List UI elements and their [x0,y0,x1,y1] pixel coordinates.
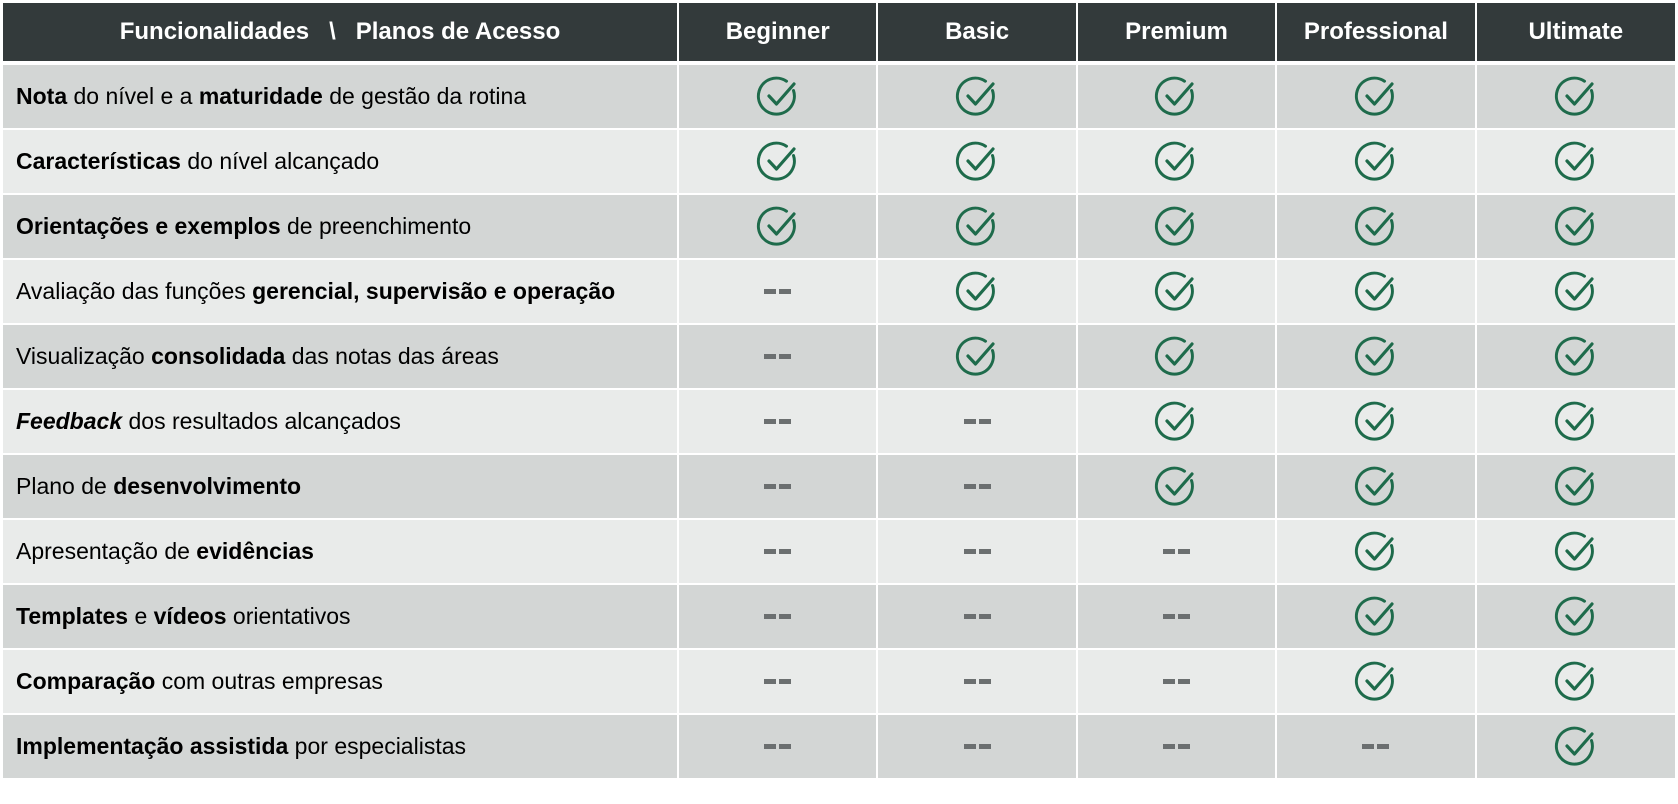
double-dash-icon [1163,547,1190,555]
feature-text-part: consolidada [151,343,286,369]
double-dash-icon [764,482,791,490]
plan-cell-basic [877,129,1076,194]
plan-cell-professional [1276,714,1475,779]
plan-cell-basic [877,194,1076,259]
feature-text-part: Apresentação de [16,538,197,564]
plan-cell-basic [877,389,1076,454]
feature-label [3,584,678,649]
header-row [3,3,1675,63]
double-dash-icon [764,547,791,555]
plan-cell-ultimate [1476,389,1675,454]
check-circle-icon [1554,660,1598,704]
check-circle-icon [1554,270,1598,314]
table-row [3,389,1675,454]
table-row [3,129,1675,194]
plan-cell-beginner [678,584,877,649]
check-circle-icon [756,205,800,249]
feature-text-part: por especialistas [288,733,466,759]
check-circle-icon [1554,530,1598,574]
plan-cell-basic [877,519,1076,584]
check-circle-icon [1554,75,1598,119]
plan-cell-beginner [678,454,877,519]
plan-cell-beginner [678,389,877,454]
feature-label [3,454,678,519]
check-circle-icon [1354,140,1398,184]
feature-text-part: maturidade [198,83,323,109]
double-dash-icon [964,742,991,750]
feature-text-part: Comparação [16,668,156,694]
check-circle-icon [955,75,999,119]
plan-cell-ultimate [1476,454,1675,519]
plan-cell-premium [1077,649,1276,714]
plan-cell-basic [877,649,1076,714]
feature-text-part: das notas das áreas [285,343,499,369]
double-dash-icon [964,547,991,555]
check-circle-icon [1554,205,1598,249]
feature-text-part: Orientações e exemplos [16,213,281,239]
table-row [3,649,1675,714]
check-circle-icon [1554,400,1598,444]
feature-text-part: Características [16,148,181,174]
plan-cell-beginner [678,324,877,389]
feature-text-part: desenvolvimento [113,473,302,499]
feature-text-part: Templates [16,603,129,629]
feature-label [3,714,678,779]
feature-label [3,389,678,454]
feature-label [3,129,678,194]
plan-cell-ultimate [1476,649,1675,714]
check-circle-icon [756,75,800,119]
check-circle-icon [1154,465,1198,509]
feature-text-part: vídeos [153,603,227,629]
header-plan-ultimate: Ultimate [1476,3,1675,63]
plan-cell-ultimate [1476,519,1675,584]
plan-cell-professional [1276,324,1475,389]
feature-text-part: Avaliação das funções [16,278,253,304]
feature-text-part: Implementação assistida [16,733,289,759]
plan-cell-premium [1077,389,1276,454]
plan-cell-professional [1276,519,1475,584]
check-circle-icon [1354,270,1398,314]
feature-text-part: do nível e a [67,83,199,109]
check-circle-icon [1554,725,1598,769]
check-circle-icon [1354,465,1398,509]
header-plan-beginner: Beginner [678,3,877,63]
feature-label [3,649,678,714]
check-circle-icon [1554,140,1598,184]
plan-cell-beginner [678,129,877,194]
table-row [3,259,1675,324]
double-dash-icon [1362,742,1389,750]
plan-cell-ultimate [1476,194,1675,259]
check-circle-icon [1154,140,1198,184]
check-circle-icon [1554,465,1598,509]
double-dash-icon [764,417,791,425]
plan-cell-beginner [678,194,877,259]
plan-cell-beginner [678,649,877,714]
plan-cell-beginner [678,714,877,779]
header-plan-basic: Basic [877,3,1076,63]
plan-cell-ultimate [1476,584,1675,649]
feature-text-part: com outras empresas [155,668,383,694]
check-circle-icon [1154,400,1198,444]
plan-cell-professional [1276,129,1475,194]
plan-cell-beginner [678,63,877,129]
check-circle-icon [1154,205,1198,249]
header-plan-premium: Premium [1077,3,1276,63]
check-circle-icon [955,270,999,314]
header-feature-title: Funcionalidades \ Planos de Acesso [3,3,678,63]
table-row [3,519,1675,584]
feature-text-part: do nível alcançado [180,148,380,174]
double-dash-icon [964,677,991,685]
plan-cell-ultimate [1476,259,1675,324]
plan-cell-premium [1077,194,1276,259]
double-dash-icon [764,677,791,685]
double-dash-icon [764,742,791,750]
table-row [3,584,1675,649]
feature-label [3,63,678,129]
feature-text-part: e [128,603,154,629]
feature-label [3,324,678,389]
plan-cell-premium [1077,129,1276,194]
feature-label [3,259,678,324]
plan-cell-premium [1077,63,1276,129]
check-circle-icon [1354,205,1398,249]
check-circle-icon [1154,75,1198,119]
plan-cell-premium [1077,519,1276,584]
table-row [3,714,1675,779]
feature-label [3,194,678,259]
check-circle-icon [1354,530,1398,574]
plan-cell-professional [1276,63,1475,129]
table-body [3,63,1675,779]
plan-cell-premium [1077,584,1276,649]
check-circle-icon [1154,270,1198,314]
feature-text-part: Plano de [16,473,114,499]
feature-label [3,519,678,584]
double-dash-icon [1163,612,1190,620]
plan-cell-basic [877,324,1076,389]
double-dash-icon [764,352,791,360]
plan-cell-ultimate [1476,63,1675,129]
plan-cell-basic [877,63,1076,129]
table-row [3,454,1675,519]
check-circle-icon [955,205,999,249]
feature-text-part: evidências [196,538,314,564]
plan-cell-professional [1276,194,1475,259]
plan-cell-ultimate [1476,714,1675,779]
plan-cell-professional [1276,259,1475,324]
table-row [3,63,1675,129]
check-circle-icon [1354,400,1398,444]
plan-cell-basic [877,714,1076,779]
plan-cell-basic [877,454,1076,519]
double-dash-icon [964,612,991,620]
double-dash-icon [964,482,991,490]
feature-text-part: Nota [16,83,68,109]
check-circle-icon [1154,335,1198,379]
feature-text-part: dos resultados alcançados [122,408,401,434]
check-circle-icon [756,140,800,184]
feature-text-part: Feedback [16,408,123,434]
plan-cell-premium [1077,324,1276,389]
feature-text-part: de preenchimento [280,213,472,239]
plan-cell-premium [1077,259,1276,324]
check-circle-icon [1354,335,1398,379]
double-dash-icon [764,612,791,620]
double-dash-icon [1163,677,1190,685]
check-circle-icon [955,335,999,379]
plan-cell-professional [1276,649,1475,714]
plans-comparison-table-wrapper [3,3,1675,780]
feature-text-part: gerencial, supervisão e operação [252,278,616,304]
plan-cell-beginner [678,259,877,324]
check-circle-icon [955,140,999,184]
double-dash-icon [964,417,991,425]
check-circle-icon [1554,595,1598,639]
plans-comparison-table [3,3,1675,780]
check-circle-icon [1554,335,1598,379]
table-row [3,324,1675,389]
feature-text-part: de gestão da rotina [322,83,527,109]
check-circle-icon [1354,595,1398,639]
header-plan-professional: Professional [1276,3,1475,63]
plan-cell-premium [1077,714,1276,779]
plan-cell-beginner [678,519,877,584]
plan-cell-professional [1276,454,1475,519]
plan-cell-basic [877,259,1076,324]
plan-cell-professional [1276,584,1475,649]
plan-cell-ultimate [1476,129,1675,194]
double-dash-icon [1163,742,1190,750]
plan-cell-basic [877,584,1076,649]
plan-cell-premium [1077,454,1276,519]
double-dash-icon [764,287,791,295]
table-row [3,194,1675,259]
check-circle-icon [1354,75,1398,119]
check-circle-icon [1354,660,1398,704]
feature-text-part: orientativos [226,603,351,629]
plan-cell-ultimate [1476,324,1675,389]
plan-cell-professional [1276,389,1475,454]
feature-text-part: Visualização [16,343,152,369]
